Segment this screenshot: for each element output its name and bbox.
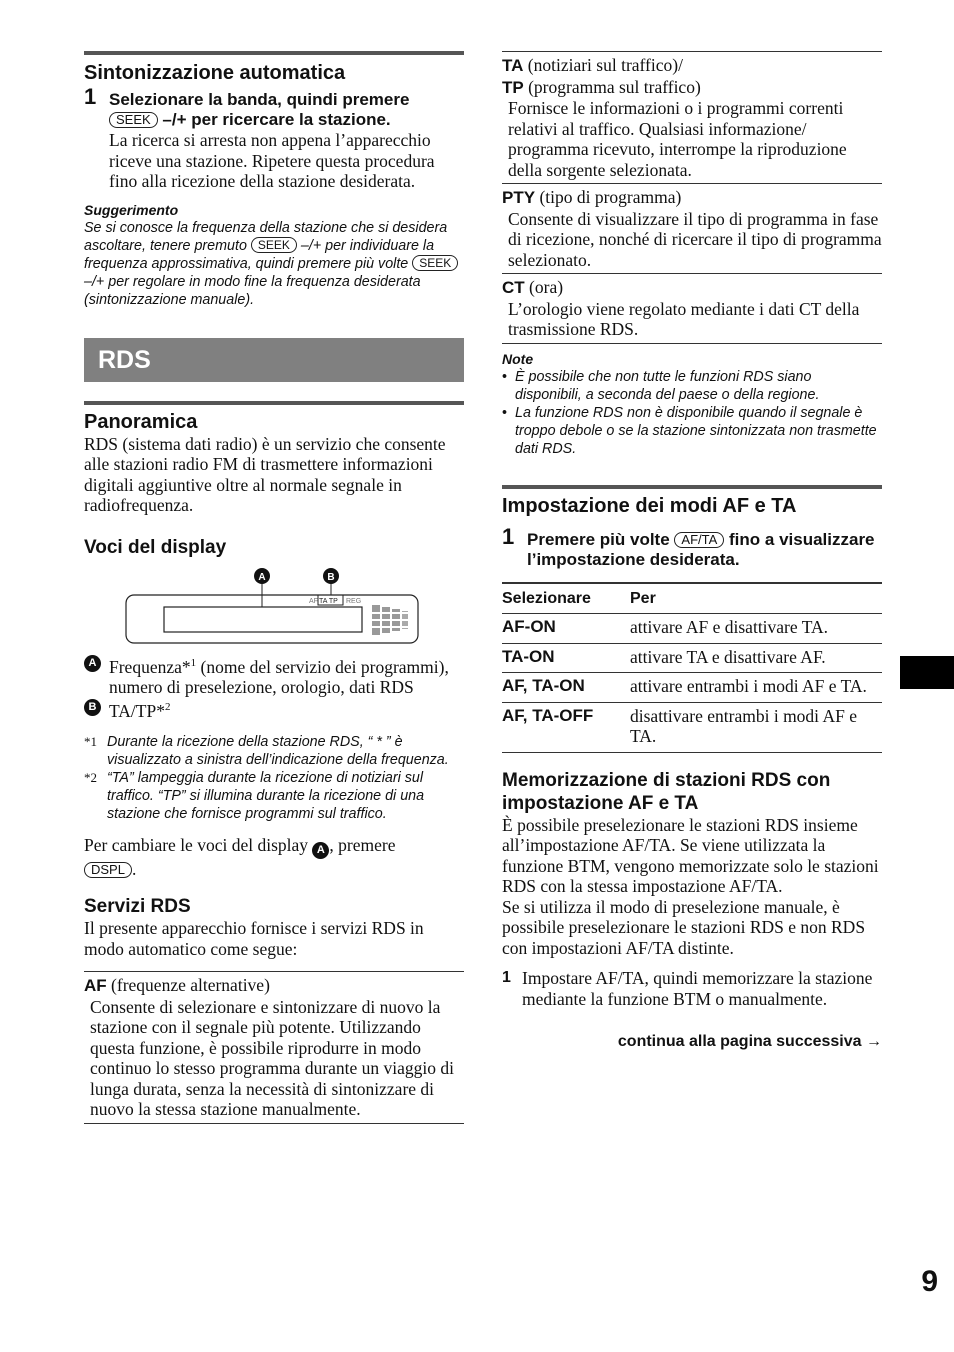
page-edge-tab [900, 656, 954, 689]
numbered-item: 1 Impostare AF/TA, quindi memorizzare la stazione mediante la funzione BTM o manualmente. [502, 968, 873, 1009]
indicator-reg: REG [346, 597, 362, 605]
display-diagram [84, 567, 464, 649]
note-box [502, 350, 882, 459]
left-column [84, 0, 464, 1124]
rds-banner: RDS [84, 338, 464, 382]
step-number: 1 [502, 523, 515, 549]
subsection-title-voci: Voci del display [84, 536, 227, 558]
step-1 [502, 523, 882, 570]
display-item-a: A Frequenza*$^1$ (nome del servizio dei programmi), numero di preselezione, orologio, dati RDS [84, 653, 464, 698]
step-instruction: Premere più volte AF/TA fino a visualizzare l’impostazione desiderata. [527, 529, 875, 569]
table-row: AF, TA-ON attivare entrambi i modi AF e TA. [502, 673, 882, 703]
service-ct: CT (ora) L’orologio viene regolato mediante i dati CT della trasmissione RDS. [502, 273, 882, 344]
tip-box [84, 201, 464, 310]
right-column [502, 0, 882, 1053]
display-illustration [84, 567, 464, 649]
step-number: 1 [84, 84, 97, 109]
section-title-impostazione: Impostazione dei modi AF e TA [502, 494, 797, 517]
table-row: AF-ON attivare AF e disattivare TA. [502, 614, 882, 644]
callout-a: A [258, 571, 266, 583]
services-list [502, 51, 882, 344]
column-header: Per [630, 583, 882, 614]
dspl-button-label: DSPL [84, 862, 132, 878]
display-item-b: B TA/TP*$^2$ [84, 697, 464, 721]
footnote-1: *1 Durante la ricezione della stazione RDS, “ * ” è visualizzato a sinistra dell’indicazione della frequenza. [84, 733, 449, 768]
service-af: AF (frequenze alternative) Consente di selezionare e sintonizzare di nuovo la stazione con il segnale più potente. Utilizzando questa funzione, è possibile riprodurre in modo continuo lo stesso programma durante un viaggio di lunga durata, senza la necessità di sintonizzare di nuovo la stessa stazione manualmente. [84, 971, 464, 1124]
table-row: AF, TA-OFF disattivare entrambi i modi AF e TA. [502, 702, 882, 752]
continue-next-page: continua alla pagina successiva → [617, 1033, 882, 1051]
note-item: • La funzione RDS non è disponibile quando il segnale è troppo debole o se la stazione sintonizzata non trasmette dati RDS. [502, 404, 882, 459]
note-item: • È possibile che non tutte le funzioni RDS siano disponibili, a seconda del paese o della regione. [502, 368, 882, 404]
indicator-tatp: TA TP [319, 597, 338, 605]
subsection-title-memorizzazione: Memorizzazione di stazioni RDS con impostazione AF e TA [502, 769, 831, 814]
memorizzazione-body-2: Se si utilizza il modo di preselezione manuale, è possibile preselezionare le stazioni RDS e non RDS con impostazioni AF/TA distinte. [502, 896, 866, 958]
panoramica-body: RDS (sistema dati radio) è un servizio che consente alle stazioni radio FM di trasmettere informazioni digitali aggiuntive oltre al normale segnale in radiofrequenza. [84, 433, 446, 516]
footnote-2: *2 “TA” lampeggia durante la ricezione di notiziari sul traffico. “TP” si illumina durante la ricezione di una stazione che fornisce programmi sul traffico. [84, 770, 425, 823]
memorizzazione-body-1: È possibile preselezionare le stazioni RDS insieme all’impostazione AF/TA. Se viene utilizzata la funzione BTM, vengono memorizzate solo le stazioni RDS con la stessa impostazione AF/TA. [502, 814, 879, 897]
section-title-sintonizzazione: Sintonizzazione automatica [84, 62, 346, 84]
callout-b-icon: B [84, 699, 101, 716]
service-ta-tp: TA (notiziari sul traffico)/ TP (programma sul traffico) Fornisce le informazioni o i programmi correnti relativi al traffico. Qualsiasi informazione/ programma ricevuto, interrompe la riproduzione della sorgente selezionata. [502, 51, 882, 183]
step-instruction: Selezionare la banda, quindi premere SEEK –/+ per ricercare la stazione. [109, 90, 410, 129]
callout-a-icon: A [312, 842, 329, 859]
seek-button-label: SEEK [109, 112, 158, 128]
column-header: Selezionare [502, 583, 630, 614]
page-number: 9 [921, 1265, 938, 1298]
step-1 [84, 84, 464, 192]
step-description: La ricerca si arresta non appena l’apparecchio riceve una stazione. Ripetere questa procedura fino alla ricezione della stazione desiderata. [109, 130, 435, 191]
subsection-title-servizi: Servizi RDS [84, 896, 191, 918]
afta-button-label: AF/TA [674, 532, 724, 548]
seek-button-label: SEEK [412, 255, 458, 271]
service-pty: PTY (tipo di programma) Consente di visualizzare il tipo di programma in fase di ricezione, nonché di ricercare il tipo di programma selezionato. [502, 183, 882, 273]
section-title-panoramica: Panoramica [84, 410, 198, 433]
note-title: Note [502, 350, 534, 367]
table-header-row [502, 583, 882, 614]
servizi-body: Il presente apparecchio fornisce i servizi RDS in modo automatico come segue: [84, 918, 424, 959]
change-display-instruction: Per cambiare le voci del display A , premere DSPL . [84, 834, 396, 879]
callout-b: B [327, 571, 335, 583]
tip-title: Suggerimento [84, 201, 179, 218]
seek-button-label: SEEK [251, 237, 297, 253]
settings-table [502, 582, 882, 753]
display-main-area [164, 607, 362, 632]
table-row: TA-ON attivare TA e disattivare AF. [502, 643, 882, 673]
callout-a-icon: A [84, 655, 101, 672]
tip-text: Se si conosce la frequenza della stazione che si desidera ascoltare, tenere premuto SEEK –/+ per individuare la frequenza approssimativa, quindi premere più volte SEEK –/+ per regolare in modo fine la frequenza desiderata (sintonizzazione manuale). [84, 219, 464, 310]
indicator-af: AF [309, 597, 318, 605]
